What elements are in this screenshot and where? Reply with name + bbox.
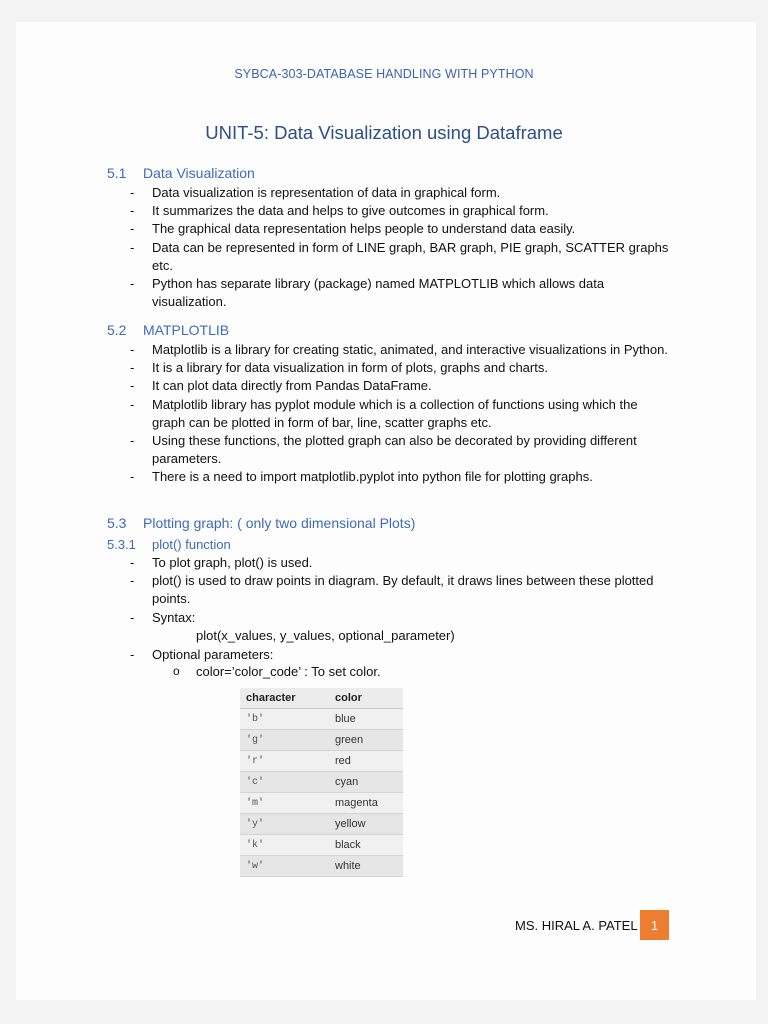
list-item: - It can plot data directly from Pandas DataFrame. — [152, 377, 672, 395]
table-row — [240, 835, 403, 856]
table-row — [240, 793, 403, 814]
list-item: - Optional parameters: — [152, 646, 672, 664]
section-number: 5.1 — [107, 165, 127, 181]
circle-bullet-icon: o — [173, 664, 180, 678]
table-cell: green — [329, 730, 403, 751]
table-cell: 'c' — [240, 772, 329, 793]
page-number-badge: 1 — [640, 910, 669, 940]
list-item: - Syntax: — [152, 609, 672, 627]
table-cell: magenta — [329, 793, 403, 814]
table-row — [240, 772, 403, 793]
section-heading-5-3 — [107, 515, 415, 531]
table-cell: 'r' — [240, 751, 329, 772]
list-item: - To plot graph, plot() is used. — [152, 554, 672, 572]
table-row — [240, 856, 403, 877]
table-cell: 'b' — [240, 709, 329, 730]
table-row — [240, 709, 403, 730]
section-number: 5.3 — [107, 515, 127, 531]
column-header: character — [240, 688, 329, 709]
list-item: - The graphical data representation helps people to understand data easily. — [152, 220, 672, 238]
table-row — [240, 730, 403, 751]
list-item: - Data can be represented in form of LINE graph, BAR graph, PIE graph, SCATTER graphs etc. — [152, 239, 672, 275]
section-heading-5-1 — [107, 165, 255, 181]
section-title: Data Visualization — [143, 165, 255, 181]
list-item: - There is a need to import matplotlib.pyplot into python file for plotting graphs. — [152, 468, 672, 486]
bullet-list-optional — [152, 646, 672, 664]
footer-author: MS. HIRAL A. PATEL — [515, 918, 638, 933]
column-header: color — [329, 688, 403, 709]
bullet-list-5-2 — [152, 341, 672, 487]
table-cell: 'y' — [240, 814, 329, 835]
table-row — [240, 751, 403, 772]
list-item: - Data visualization is representation of data in graphical form. — [152, 184, 672, 202]
table-row — [240, 814, 403, 835]
section-title: MATPLOTLIB — [143, 322, 230, 338]
color-code-table — [240, 688, 403, 877]
table-cell: 'k' — [240, 835, 329, 856]
list-item: - Using these functions, the plotted graph can also be decorated by providing different parameters. — [152, 432, 672, 468]
section-heading-5-2 — [107, 322, 229, 338]
course-header: SYBCA-303-DATABASE HANDLING WITH PYTHON — [234, 67, 534, 81]
table-cell: black — [329, 835, 403, 856]
section-title: Plotting graph: ( only two dimensional Plots) — [143, 515, 416, 531]
table-cell: 'w' — [240, 856, 329, 877]
table-cell: red — [329, 751, 403, 772]
section-number: 5.3.1 — [107, 537, 136, 552]
sub-bullet-text: color=’color_code’ : To set color. — [196, 664, 381, 679]
table-cell: yellow — [329, 814, 403, 835]
list-item: - Python has separate library (package) named MATPLOTLIB which allows data visualization. — [152, 275, 672, 311]
section-heading-5-3-1 — [107, 537, 231, 552]
bullet-list-5-3-1 — [152, 554, 672, 627]
table-cell: 'm' — [240, 793, 329, 814]
list-item: - plot() is used to draw points in diagram. By default, it draws lines between these plotted points. — [152, 572, 672, 608]
table-cell: blue — [329, 709, 403, 730]
table-header-row — [240, 688, 403, 709]
list-item: - Matplotlib library has pyplot module which is a collection of functions using which the graph can be plotted in form of bar, line, scatter graphs etc. — [152, 396, 672, 432]
table-cell: cyan — [329, 772, 403, 793]
syntax-line: plot(x_values, y_values, optional_parameter) — [196, 628, 455, 643]
bullet-list-5-1 — [152, 184, 672, 311]
section-title: plot() function — [152, 537, 231, 552]
list-item: - It summarizes the data and helps to give outcomes in graphical form. — [152, 202, 672, 220]
table-cell: white — [329, 856, 403, 877]
table-cell: 'g' — [240, 730, 329, 751]
sub-bullet-item — [173, 664, 381, 679]
unit-title: UNIT-5: Data Visualization using Dataframe — [205, 122, 563, 143]
list-item: - Matplotlib is a library for creating static, animated, and interactive visualizations in Python. — [152, 341, 672, 359]
section-number: 5.2 — [107, 322, 127, 338]
list-item: - It is a library for data visualization in form of plots, graphs and charts. — [152, 359, 672, 377]
